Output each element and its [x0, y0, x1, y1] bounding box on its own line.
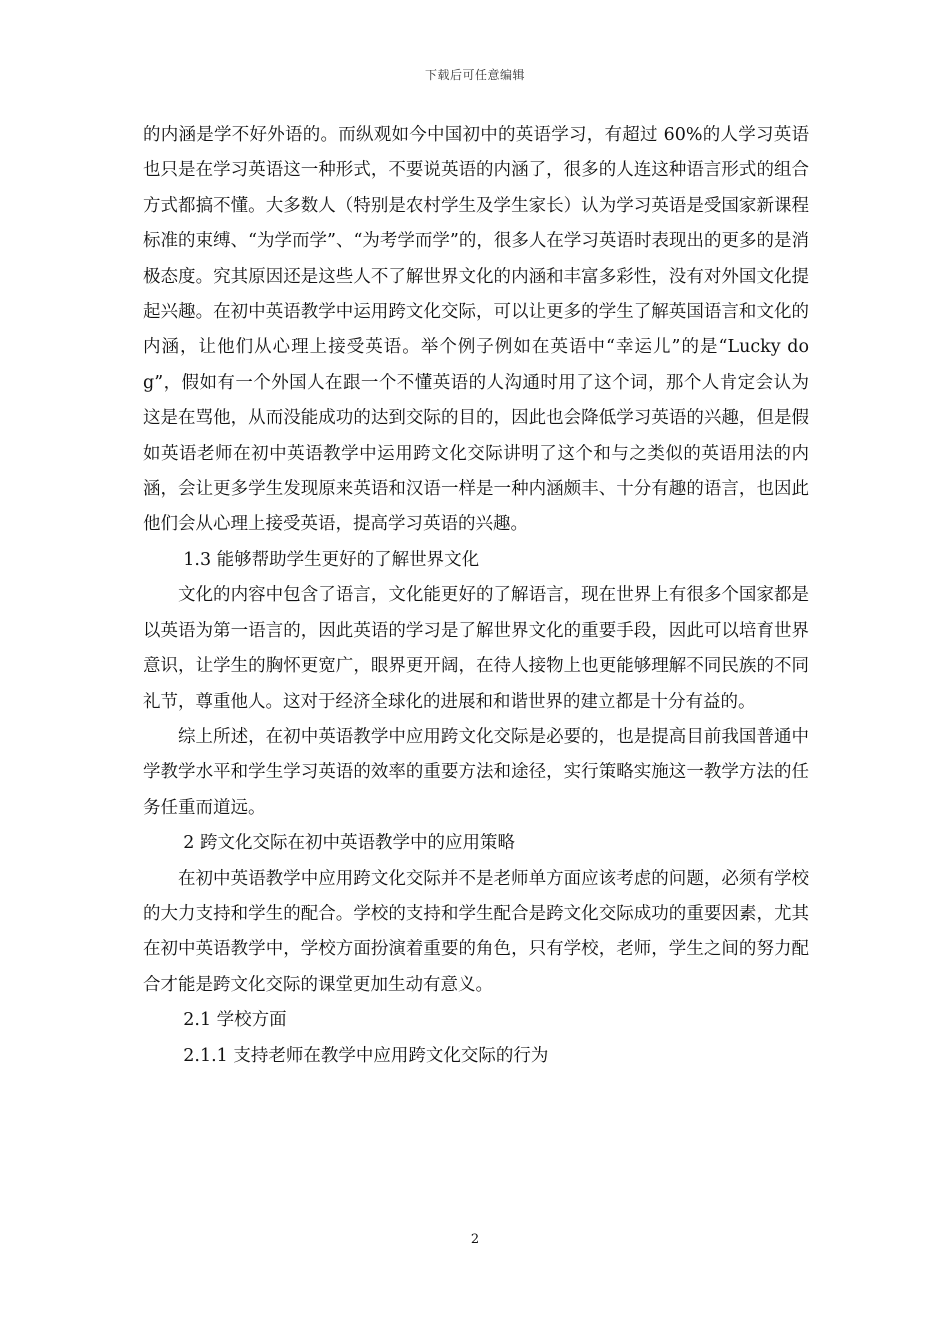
paragraph-strategy: 在初中英语教学中应用跨文化交际并不是老师单方面应该考虑的问题，必须有学校的大力支持和学生的配合。学校的支持和学生配合是跨文化交际成功的重要因素，尤其在初中英语教学中，学校方面扮演着重要的角色，只有学校，老师，学生之间的努力配合才能是跨文化交际的课堂更加生动有意义。 — [143, 868, 809, 995]
page-header: 下载后可任意编辑 — [424, 68, 525, 82]
section-heading-2-1: 2.1 学校方面 — [183, 1010, 287, 1031]
paragraph-summary: 综上所述，在初中英语教学中应用跨文化交际是必要的，也是提高目前我国普通中学教学水平和学生学习英语的效率的重要方法和途径，实行策略实施这一教学方法的任务任重而道远。 — [143, 726, 809, 818]
paragraph-continuation: 的内涵是学不好外语的。而纵观如今中国初中的英语学习，有超过 60%的人学习英语也只是在学习英语这一种形式，不要说英语的内涵了，很多的人连这种语言形式的组合方式都搞不懂。大多数人（特别是农村学生及学生家长）认为学习英语是受国家新课程标准的束缚、“为学而学”、“为考学而学”的，很多人在学习英语时表现出的更多的是消极态度。究其原因还是这些人不了解世界文化的内涵和丰富多彩性，没有对外国文化提起兴趣。在初中英语教学中运用跨文化交际，可以让更多的学生了解英国语言和文化的内涵，让他们从心理上接受英语。举个例子例如在英语中“幸运儿”的是“Lucky dog”，假如有一个外国人在跟一个不懂英语的人沟通时用了这个词，那个人肯定会认为这是在骂他，从而没能成功的达到交际的目的，因此也会降低学习英语的兴趣，但是假如英语老师在初中英语教学中运用跨文化交际讲明了这个和与之类似的英语用法的内涵，会让更多学生发现原来英语和汉语一样是一种内涵颇丰、十分有趣的语言，也因此他们会从心理上接受英语，提高学习英语的兴趣。 — [143, 125, 809, 535]
section-heading-2: 2 跨文化交际在初中英语教学中的应用策略 — [183, 833, 515, 854]
page-number: 2 — [470, 1232, 480, 1247]
section-heading-2-1-1: 2.1.1 支持老师在教学中应用跨文化交际的行为 — [183, 1045, 549, 1066]
paragraph-world-culture: 文化的内容中包含了语言，文化能更好的了解语言，现在世界上有很多个国家都是以英语为第一语言的，因此英语的学习是了解世界文化的重要手段，因此可以培育世界意识，让学生的胸怀更宽广，眼界更开阔，在待人接物上也更能够理解不同民族的不同礼节，尊重他人。这对于经济全球化的进展和和谐世界的建立都是十分有益的。 — [143, 585, 809, 712]
document-body — [143, 118, 809, 1074]
section-heading-1-3: 1.3 能够帮助学生更好的了解世界文化 — [183, 549, 480, 570]
